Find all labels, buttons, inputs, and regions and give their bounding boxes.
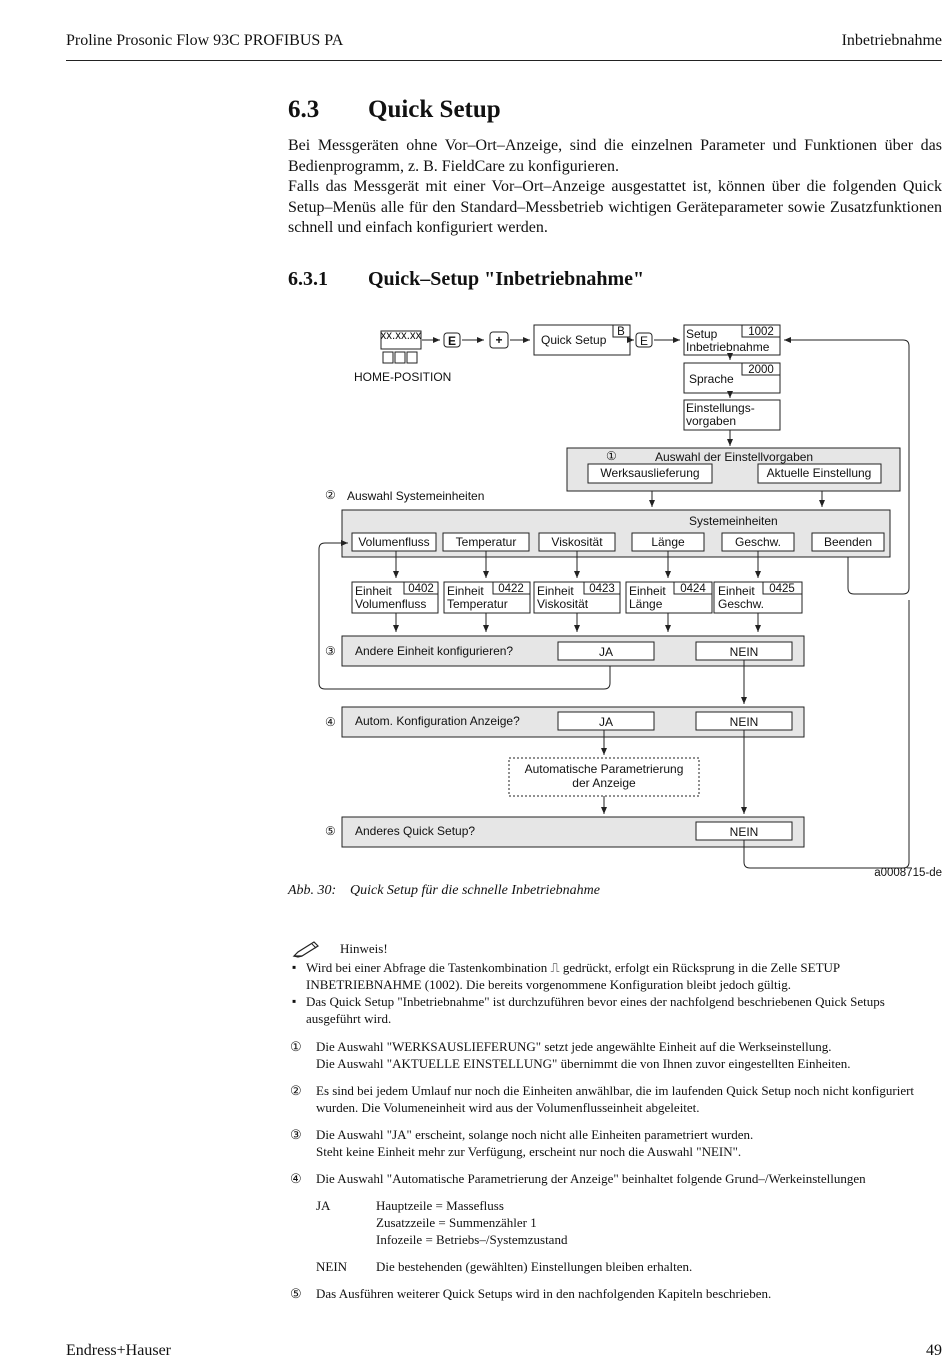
marker-1: ① <box>606 449 617 463</box>
caption-label: Abb. 30: <box>288 883 337 898</box>
key-minus-icon <box>383 352 393 363</box>
unit-name: Geschw. <box>718 597 765 611</box>
unit-name: Temperatur <box>447 597 508 611</box>
subsection-number: 6.3.1 <box>288 268 328 290</box>
legend-items <box>288 1038 940 1312</box>
legend-marker: ④ <box>290 1171 302 1186</box>
q3-nein-label: NEIN <box>729 645 759 659</box>
ja-key: JA <box>316 1198 331 1213</box>
note-title: Hinweis! <box>340 941 388 956</box>
auto-parametrierung-label-2: der Anzeige <box>572 776 636 790</box>
legend-line: Das Ausführen weiterer Quick Setups wird in den nachfolgenden Kapiteln beschrieben. <box>316 1286 772 1301</box>
autom-konfiguration-label: Autom. Konfiguration Anzeige? <box>355 714 520 728</box>
ja-line: Hauptzeile = Massefluss <box>376 1198 504 1213</box>
legend-line: Die Auswahl "JA" erscheint, solange noch nicht alle Einheiten parametriert wurden. <box>316 1127 754 1142</box>
header-product: Proline Prosonic Flow 93C PROFIBUS PA <box>66 32 344 49</box>
quick-setup-label: Quick Setup <box>541 333 607 347</box>
legend-marker: ③ <box>290 1127 302 1142</box>
sprache-label: Sprache <box>689 372 734 386</box>
legend-line: Die Auswahl "WERKSAUSLIEFERUNG" setzt jede angewählte Einheit auf die Werkseinstellung. <box>316 1039 832 1054</box>
pencil-icon <box>292 940 322 960</box>
aktuelle-einstellung-label: Aktuelle Einstellung <box>766 466 872 480</box>
setup-label-1: Setup <box>686 327 718 341</box>
sys-viskositaet-label: Viskosität <box>551 535 603 549</box>
andere-einheit-label: Andere Einheit konfigurieren? <box>355 644 514 658</box>
note-bullet: ▪ Das Quick Setup "Inbetriebnahme" ist durchzuführen bevor eines der nachfolgend beschriebenen Quick Setups ausgeführt wird. <box>288 993 938 1027</box>
legend-line: Steht keine Einheit mehr zur Verfügung, erscheint nur noch die Auswahl "NEIN". <box>316 1144 742 1159</box>
header-chapter: Inbetriebnahme <box>841 32 942 49</box>
q4-nein-label: NEIN <box>729 715 759 729</box>
intro-text <box>288 136 942 239</box>
q4-ja-label: JA <box>598 715 614 729</box>
unit-code: 0424 <box>680 583 706 595</box>
setup-code: 1002 <box>748 326 774 338</box>
einstellungsvorgaben-label-1: Einstellungs- <box>686 401 755 415</box>
werksauslieferung-label: Werksauslieferung <box>600 466 700 480</box>
key-plus-label: + <box>495 333 503 347</box>
subsection-heading <box>288 268 644 291</box>
legend-item <box>288 1285 940 1302</box>
legend-marker: ① <box>290 1039 302 1054</box>
setup-label-2: Inbetriebnahme <box>686 340 770 354</box>
legend-item <box>288 1170 940 1275</box>
section-number: 6.3 <box>288 96 320 123</box>
key-enter-icon <box>407 352 417 363</box>
unit-code: 0425 <box>769 583 795 595</box>
ja-line: Infozeile = Betriebs–/Systemzustand <box>376 1232 568 1247</box>
legend-marker: ⑤ <box>290 1286 302 1301</box>
figure-caption <box>288 883 600 899</box>
ja-line: Zusatzzeile = Summenzähler 1 <box>376 1215 537 1230</box>
legend-line: Es sind bei jedem Umlauf nur noch die Einheiten anwählbar, die im laufenden Quick Setup noch nicht konfiguriert wurden. Die Volumeneinheit wird aus der Volumenflusseinheit abgeleitet. <box>316 1083 915 1115</box>
note-bullet: ▪ Wird bei einer Abfrage die Tastenkombination ⎍ gedrückt, erfolgt ein Rücksprung in die Zelle SETUP INBETRIEBNAHME (1002). Die bereits vorgenommene Konfiguration bleibt jedoch gültig. <box>288 959 938 993</box>
unit-code: 0422 <box>498 583 524 595</box>
intro-paragraph: Falls das Messgerät mit einer Vor–Ort–Anzeige ausgestattet ist, können über die folgenden Quick Setup–Menüs alle für den Standard–Messbetrieb wichtigen Geräteparameter sowie Zusatzfunktionen schnell und einfach konfiguriert werden. <box>288 178 942 236</box>
figure-id: a0008715-de <box>874 867 942 879</box>
unit-name: Volumenfluss <box>355 597 427 611</box>
legend-line: Die Auswahl "Automatische Parametrierung der Anzeige" beinhaltet folgende Grund–/Werkeinstellungen <box>316 1171 866 1186</box>
quick-setup-code: B <box>617 326 625 338</box>
marker-4: ④ <box>325 715 336 729</box>
q5-nein-label: NEIN <box>729 825 759 839</box>
marker-2: ② <box>325 488 336 502</box>
sys-geschw-label: Geschw. <box>734 535 782 549</box>
display-text: xx.xx.xx <box>380 330 422 342</box>
sys-beenden-label: Beenden <box>823 535 873 549</box>
legend-item <box>288 1126 940 1160</box>
page-number: 49 <box>926 1342 942 1359</box>
systemeinheiten-label: Systemeinheiten <box>689 514 778 528</box>
auswahl-einstellvorgaben-label: Auswahl der Einstellvorgaben <box>655 450 814 464</box>
key-plus-icon <box>395 352 405 363</box>
key-e-label: E <box>447 334 457 348</box>
section-heading <box>288 96 501 124</box>
unit-word: Einheit <box>447 584 484 598</box>
key-e-label: E <box>639 334 649 348</box>
unit-name: Viskosität <box>537 597 589 611</box>
unit-code: 0402 <box>408 583 434 595</box>
unit-word: Einheit <box>718 584 755 598</box>
caption-text: Quick Setup für die schnelle Inbetriebnahme <box>350 883 600 898</box>
unit-name: Länge <box>629 597 663 611</box>
marker-3: ③ <box>325 644 336 658</box>
auswahl-systemeinheiten-label: Auswahl Systemeinheiten <box>347 489 485 503</box>
unit-code: 0423 <box>589 583 615 595</box>
home-position-label: HOME-POSITION <box>354 370 452 384</box>
einstellungsvorgaben-label-2: vorgaben <box>686 414 737 428</box>
ja-block <box>316 1197 940 1248</box>
footer-brand: Endress+Hauser <box>66 1342 171 1359</box>
sys-laenge-label: Länge <box>651 535 685 549</box>
unit-word: Einheit <box>355 584 392 598</box>
note-block <box>288 940 938 1027</box>
sys-volumenfluss-label: Volumenfluss <box>358 535 430 549</box>
legend-marker: ② <box>290 1083 302 1098</box>
nein-line: Die bestehenden (gewählten) Einstellungen bleiben erhalten. <box>376 1259 693 1274</box>
quick-setup-flow-diagram <box>0 300 950 880</box>
sprache-code: 2000 <box>748 364 774 376</box>
nein-block <box>316 1258 940 1275</box>
legend-line: Die Auswahl "AKTUELLE EINSTELLUNG" übernimmt die von Ihnen zuvor eingestellten Einheiten. <box>316 1056 851 1071</box>
section-title: Quick Setup <box>368 96 501 123</box>
marker-5: ⑤ <box>325 824 336 838</box>
legend-item <box>288 1082 940 1116</box>
anderes-quick-setup-label: Anderes Quick Setup? <box>355 824 476 838</box>
nein-key: NEIN <box>316 1259 348 1274</box>
sys-temperatur-label: Temperatur <box>455 535 517 549</box>
subsection-title: Quick–Setup "Inbetriebnahme" <box>368 268 645 290</box>
auto-parametrierung-label-1: Automatische Parametrierung <box>524 762 684 776</box>
legend-item <box>288 1038 940 1072</box>
unit-word: Einheit <box>629 584 666 598</box>
q3-ja-label: JA <box>598 645 614 659</box>
header-rule <box>66 60 942 61</box>
unit-word: Einheit <box>537 584 574 598</box>
intro-paragraph: Bei Messgeräten ohne Vor–Ort–Anzeige, sind die einzelnen Parameter und Funktionen über das Bedienprogramm, z. B. FieldCare zu konfigurieren. <box>288 137 942 175</box>
